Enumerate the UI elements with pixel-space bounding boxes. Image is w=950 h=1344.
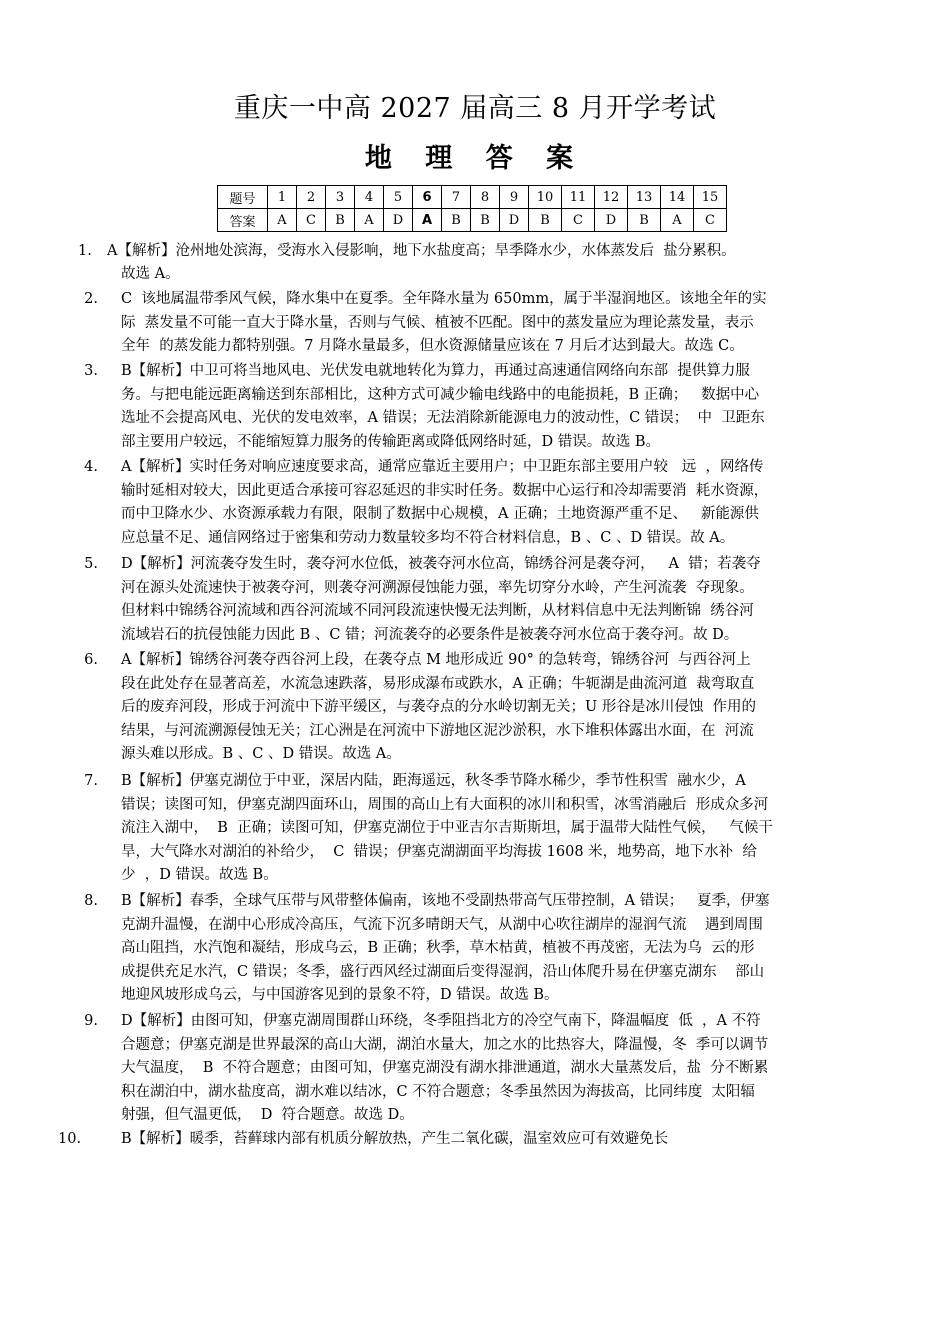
answer-cell: A xyxy=(661,209,694,232)
item-line: B【解析】伊塞克湖位于中亚，深居内陆，距海遥远，秋冬季节降水稀少，季节性积雪 融水少，A xyxy=(121,773,746,789)
item-line: A【解析】实时任务对响应速度要求高，通常应靠近主要用户；中卫距东部主要用户较 远 ，网络传 xyxy=(121,459,764,475)
question-number: 6 xyxy=(413,186,442,209)
item-line: 应总量不足、通信网络过于密集和劳动力数量较多均不符合材料信息，B 、C 、D 错误。故 A。 xyxy=(121,529,735,546)
item-line: 全年 的蒸发能力都特别强。7 月降水量最多，但水资源储量应该在 7 月后才达到最大。故选 C。 xyxy=(121,338,744,354)
item-number: 5. xyxy=(84,556,98,572)
item-line: 合题意；伊塞克湖是世界最深的高山大湖，湖泊水量大，加之水的比热容大，降温慢，冬 季可以调节 xyxy=(121,1036,769,1053)
question-number: 10 xyxy=(529,186,562,209)
item-line: B【解析】春季，全球气压带与风带整体偏南，该地不受副热带高气压带控制，A 错误； 夏季，伊塞 xyxy=(121,893,770,909)
item-line: B【解析】中卫可将当地风电、光伏发电就地转化为算力，再通过高速通信网络向东部 提供算力服 xyxy=(121,363,750,379)
item-number: 1. xyxy=(78,243,92,259)
item-number: 6. xyxy=(84,652,98,668)
item-line: 积在湖泊中，湖水盐度高，湖水难以结冰，C 不符合题意；冬季虽然因为海拔高，比同纬度 太阳辐 xyxy=(121,1083,755,1100)
item-line: 输时延相对较大，因此更适合承接可容忍延迟的非实时任务。数据中心运行和冷却需要消 耗水资源， xyxy=(121,482,769,499)
item-line: D【解析】河流袭夺发生时，袭夺河水位低，被袭夺河水位高，锦绣谷河是袭夺河， A 错；若袭夺 xyxy=(121,556,761,572)
answer-cell: C xyxy=(694,209,727,232)
answer-cell: A xyxy=(355,209,384,232)
question-number: 13 xyxy=(628,186,661,209)
item-line: 但材料中锦绣谷河流域和西谷河流域不同河段流速快慢无法判断，从材料信息中无法判断锦 绣谷河 xyxy=(121,603,754,619)
item-line: A【解析】沧州地处滨海，受海水入侵影响，地下水盐度高；旱季降水少，水体蒸发后 盐分累积。 xyxy=(107,243,736,259)
question-number: 11 xyxy=(562,186,595,209)
answer-cell: B xyxy=(442,209,471,232)
answer-cell: D xyxy=(595,209,628,232)
item-line: 后的废弃河段，形成于河流中下游平缓区，与袭夺点的分水岭切割无关；U 形谷是冰川侵蚀 作用的 xyxy=(121,699,757,715)
answer-cell: A xyxy=(413,209,442,232)
item-line: 故选 A。 xyxy=(121,266,180,282)
question-number: 8 xyxy=(471,186,500,209)
item-line: 部主要用户较远，不能缩短算力服务的传输距离或降低网络时延，D 错误。故选 B。 xyxy=(121,433,660,450)
item-line: B【解析】暖季，苔藓球内部有机质分解放热，产生二氧化碳，温室效应可有效避免长 xyxy=(121,1131,669,1147)
answer-cell: B xyxy=(471,209,500,232)
answer-cell: B xyxy=(529,209,562,232)
item-line: 段在此处存在显著高差，水流急速跌落，易形成瀑布或跌水，A 正确；牛轭湖是曲流河道 裁弯取直 xyxy=(121,675,755,692)
question-number: 15 xyxy=(694,186,727,209)
row-label-answer: 答案 xyxy=(218,209,268,232)
question-number: 2 xyxy=(297,186,326,209)
item-line: 地迎风坡形成乌云，与中国游客见到的景象不符，D 错误。故选 B。 xyxy=(121,987,559,1003)
item-number: 2. xyxy=(84,291,98,307)
item-line: 旱，大气降水对湖泊的补给少， C 错误；伊塞克湖湖面平均海拔 1608 米，地势高，地下水补 给 xyxy=(121,843,757,860)
answer-table xyxy=(217,185,727,232)
item-line: 成提供充足水汽，C 错误；冬季，盛行西风经过湖面后变得湿润，沿山体爬升易在伊塞克湖东 部山 xyxy=(121,963,765,980)
question-number: 9 xyxy=(500,186,529,209)
item-number: 9. xyxy=(84,1013,98,1029)
answer-cell: C xyxy=(562,209,595,232)
item-line: 流域岩石的抗侵蚀能力因此 B 、C 错；河流袭夺的必要条件是被袭夺河水位高于袭夺河。故 D。 xyxy=(121,626,739,643)
question-number: 14 xyxy=(661,186,694,209)
answer-table-number-row xyxy=(218,186,727,209)
item-line: 流注入湖中， B 正确；读图可知，伊塞克湖位于中亚吉尔吉斯斯坦，属于温带大陆性气候， 气候干 xyxy=(121,820,773,836)
answer-cell: D xyxy=(500,209,529,232)
answer-cell: B xyxy=(326,209,355,232)
item-line: C 该地属温带季风气候，降水集中在夏季。全年降水量为 650mm，属于半湿润地区。该地全年的实 xyxy=(121,291,767,307)
item-line: 少 ，D 错误。故选 B。 xyxy=(121,867,278,883)
question-number: 12 xyxy=(595,186,628,209)
item-line: 结果，与河流溯源侵蚀无关；江心洲是在河流中下游地区泥沙淤积，水下堆积体露出水面，在 河流 xyxy=(121,722,754,739)
answer-cell: C xyxy=(297,209,326,232)
item-line: A【解析】锦绣谷河袭夺西谷河上段，在袭夺点 M 地形成近 90° 的急转弯，锦绣谷河 与西谷河上 xyxy=(121,652,751,668)
item-line: 河在源头处流速快于被袭夺河，则袭夺河溯源侵蚀能力强，率先切穿分水岭，产生河流袭 夺现象。 xyxy=(121,579,754,596)
question-number: 7 xyxy=(442,186,471,209)
question-number: 3 xyxy=(326,186,355,209)
page-title: 重庆一中高 2027 届高三 8 月开学考试 xyxy=(233,93,717,124)
question-number: 4 xyxy=(355,186,384,209)
item-line: 务。与把电能远距离输送到东部相比，这种方式可减少输电线路中的电能损耗，B 正确； 数据中心 xyxy=(121,386,760,403)
item-number: 4. xyxy=(84,459,98,475)
answer-cell: A xyxy=(268,209,297,232)
item-number: 8. xyxy=(84,893,98,909)
item-line: 大气温度， B 不符合题意；由图可知，伊塞克湖没有湖水排泄通道，湖水大量蒸发后，盐 分不断累 xyxy=(121,1060,769,1076)
item-line: 射强，但气温更低， D 符合题意。故选 D。 xyxy=(121,1107,414,1123)
question-number: 1 xyxy=(268,186,297,209)
row-label-number: 题号 xyxy=(218,186,268,209)
item-line: 而中卫降水少、水资源承载力有限，限制了数据中心规模，A 正确；土地资源严重不足、 新能源供 xyxy=(121,506,759,522)
answer-cell: B xyxy=(628,209,661,232)
item-number: 7. xyxy=(84,773,98,789)
item-line: 克湖升温慢，在湖中心形成冷高压，气流下沉多晴朗天气，从湖中心吹往湖岸的湿润气流 遇到周围 xyxy=(121,916,763,933)
answer-table-answer-row xyxy=(218,209,727,232)
item-line: 选址不会提高风电、光伏的发电效率，A 错误；无法消除新能源电力的波动性，C 错误； 中 卫距东 xyxy=(121,410,765,426)
item-number: 3. xyxy=(84,363,98,379)
item-line: 际 蒸发量不可能一直大于降水量，否则与气候、植被不匹配。图中的蒸发量应为理论蒸发量，表示 xyxy=(121,314,754,331)
item-line: 源头难以形成。B 、C 、D 错误。故选 A。 xyxy=(121,746,401,762)
item-number: 10. xyxy=(58,1131,82,1147)
item-line: 错误；读图可知，伊塞克湖四面环山，周围的高山上有大面积的冰川和积雪，冰雪消融后 形成众多河 xyxy=(121,796,769,813)
question-number: 5 xyxy=(384,186,413,209)
item-line: 高山阻挡，水汽饱和凝结，形成乌云，B 正确；秋季，草木枯黄，植被不再茂密，无法为乌 云的形 xyxy=(121,940,755,956)
answer-cell: D xyxy=(384,209,413,232)
page-subtitle: 地 理 答 案 xyxy=(364,143,586,174)
item-line: D【解析】由图可知，伊塞克湖周围群山环绕，冬季阻挡北方的冷空气南下，降温幅度 低 ，A 不符 xyxy=(121,1013,761,1029)
